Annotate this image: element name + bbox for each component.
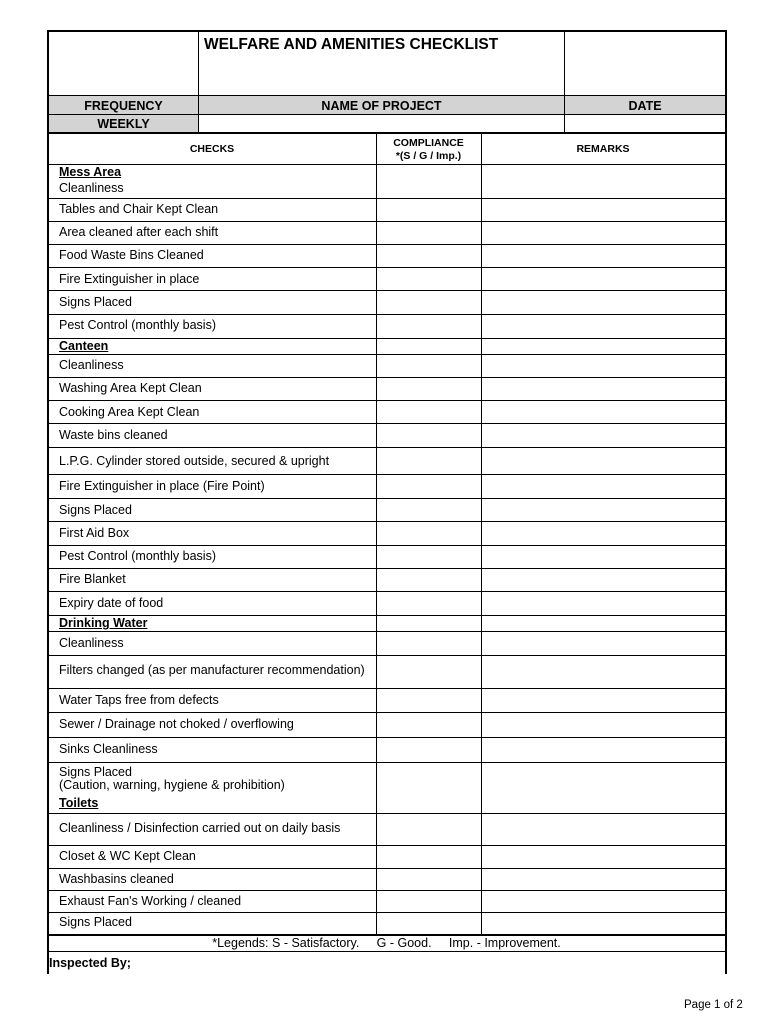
- check-item-pest-control: Pest Control (monthly basis): [59, 549, 217, 563]
- check-item-signs-placed: Signs Placed: [59, 295, 132, 309]
- check-item-water-cleanliness: Cleanliness: [59, 636, 124, 650]
- check-item-closet-wc: Closet & WC Kept Clean: [59, 849, 196, 863]
- check-item-fire-extinguisher: Fire Extinguisher in place: [59, 272, 200, 286]
- row-line: [47, 868, 727, 869]
- check-item-washbasins: Washbasins cleaned: [59, 872, 174, 886]
- check-item-signs-placed: Signs Placed: [59, 765, 132, 779]
- row-line: [47, 591, 727, 592]
- row-line: [47, 354, 727, 355]
- date-label: DATE: [628, 99, 662, 113]
- row-line: [47, 890, 727, 891]
- check-item-tables-chairs: Tables and Chair Kept Clean: [59, 202, 219, 216]
- header-line-3: [47, 132, 727, 134]
- page-title: WELFARE AND AMENITIES CHECKLIST: [204, 36, 499, 53]
- remarks-column-header: REMARKS: [576, 143, 630, 155]
- row-line: [47, 423, 727, 424]
- row-line: [47, 521, 727, 522]
- row-line: [47, 762, 727, 763]
- row-line: [47, 688, 727, 689]
- page-number: Page 1 of 2: [684, 999, 743, 1011]
- checks-column-header: CHECKS: [189, 143, 235, 155]
- check-item-washing-area: Washing Area Kept Clean: [59, 381, 202, 395]
- row-line: [47, 737, 727, 738]
- legend-text: *Legends: S - Satisfactory. G - Good. Imp. - Improvement.: [212, 936, 561, 950]
- check-item-fire-extinguisher-point: Fire Extinguisher in place (Fire Point): [59, 479, 265, 493]
- section-heading-canteen: Canteen: [59, 339, 109, 353]
- frequency-label: FREQUENCY: [84, 99, 163, 113]
- check-item-lpg-cylinder: L.P.G. Cylinder stored outside, secured & upright: [59, 454, 330, 468]
- row-line: [47, 447, 727, 448]
- compliance-legend-header: *(S / G / Imp.): [395, 150, 462, 162]
- check-item-disinfection: Cleanliness / Disinfection carried out on daily basis: [59, 821, 341, 835]
- check-item-exhaust-fans: Exhaust Fan's Working / cleaned: [59, 894, 242, 908]
- check-item-sinks: Sinks Cleanliness: [59, 742, 158, 756]
- section-heading-toilets: Toilets: [59, 796, 99, 810]
- check-item-sewer-drainage: Sewer / Drainage not choked / overflowing: [59, 717, 294, 731]
- header-line-1: [47, 95, 727, 96]
- check-item-water-taps: Water Taps free from defects: [59, 693, 219, 707]
- check-item-pest-control: Pest Control (monthly basis): [59, 318, 217, 332]
- check-item-mess-cleanliness: Cleanliness: [59, 181, 124, 195]
- compliance-column-header: COMPLIANCE: [393, 137, 464, 149]
- row-line: [47, 244, 727, 245]
- row-line: [47, 813, 727, 814]
- row-line: [47, 545, 727, 546]
- row-line: [47, 712, 727, 713]
- row-line: [47, 912, 727, 913]
- row-line: [47, 221, 727, 222]
- frame-left: [47, 30, 49, 974]
- row-line: [47, 290, 727, 291]
- check-item-signs-placed: Signs Placed: [59, 915, 132, 929]
- check-item-food-waste-bins: Food Waste Bins Cleaned: [59, 248, 204, 262]
- row-line: [47, 267, 727, 268]
- check-item-fire-blanket: Fire Blanket: [59, 572, 126, 586]
- frequency-value: WEEKLY: [97, 117, 150, 131]
- check-item-signs-placed: Signs Placed: [59, 503, 132, 517]
- inspected-by-label: Inspected By;: [49, 956, 131, 970]
- title-divider-left: [198, 30, 199, 132]
- check-item-canteen-cleanliness: Cleanliness: [59, 358, 124, 372]
- check-item-signs-detail: (Caution, warning, hygiene & prohibition): [59, 778, 285, 792]
- check-item-filters-changed: Filters changed (as per manufacturer recommendation): [59, 663, 365, 677]
- legend-bottom-line: [47, 951, 727, 952]
- header-line-2: [47, 114, 727, 115]
- title-divider-right: [564, 30, 565, 132]
- row-line: [47, 314, 727, 315]
- check-item-area-cleaned: Area cleaned after each shift: [59, 225, 219, 239]
- row-line: [47, 498, 727, 499]
- row-line: [47, 631, 727, 632]
- row-line: [47, 198, 727, 199]
- project-label: NAME OF PROJECT: [321, 99, 442, 113]
- row-line: [47, 400, 727, 401]
- check-item-expiry-date: Expiry date of food: [59, 596, 164, 610]
- row-line: [47, 377, 727, 378]
- row-line: [47, 568, 727, 569]
- section-heading-mess-area: Mess Area: [59, 165, 122, 179]
- remarks-column-divider: [481, 133, 482, 935]
- row-line: [47, 845, 727, 846]
- frame-right: [725, 30, 727, 974]
- frame-top: [47, 30, 727, 32]
- section-heading-drinking-water: Drinking Water: [59, 616, 148, 630]
- check-item-first-aid-box: First Aid Box: [59, 526, 130, 540]
- row-line: [47, 655, 727, 656]
- check-item-cooking-area: Cooking Area Kept Clean: [59, 405, 200, 419]
- row-line: [47, 164, 727, 165]
- compliance-column-divider: [376, 133, 377, 935]
- row-line: [47, 615, 727, 616]
- check-item-waste-bins: Waste bins cleaned: [59, 428, 168, 442]
- row-line: [47, 474, 727, 475]
- row-line: [47, 338, 727, 339]
